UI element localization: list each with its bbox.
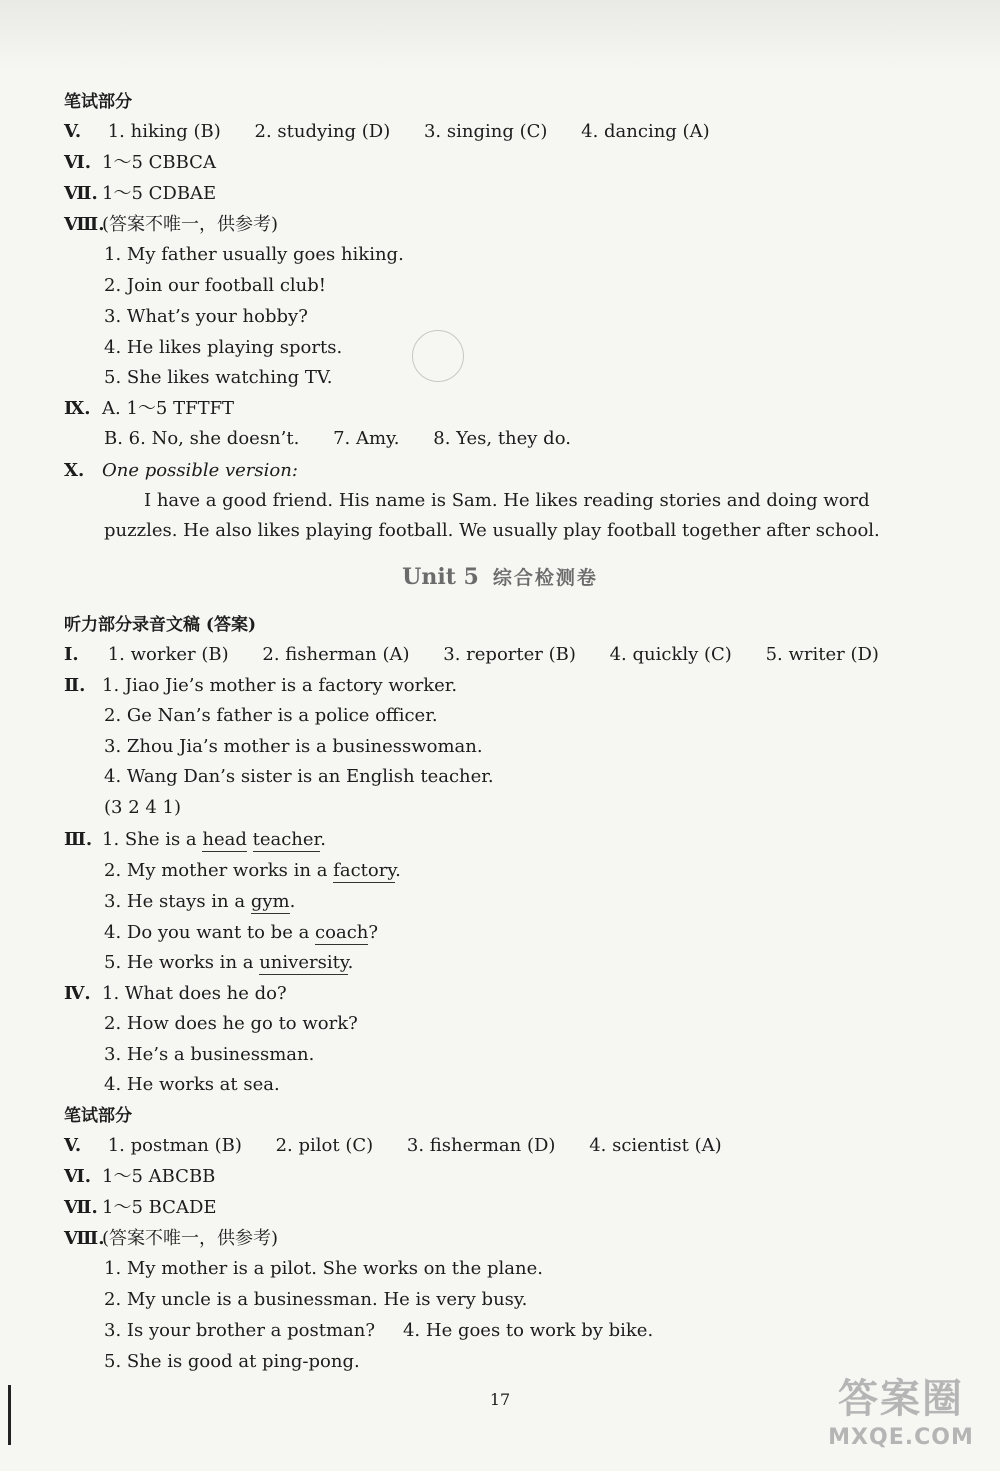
section-label: Ⅲ. [64, 829, 93, 850]
filled-word: university [259, 952, 348, 973]
section-iv-row [64, 983, 287, 1005]
sentence: 3. What’s your hobby? [104, 306, 308, 327]
written-section-header: 笔试部分 [64, 1106, 132, 1126]
sentence: 4. He goes to work by bike. [402, 1320, 654, 1341]
section-label: V. [64, 1135, 82, 1156]
sentence-text: 4. Do you want to be a [104, 922, 316, 943]
answer: 1～5 BCADE [102, 1197, 217, 1218]
section-ii-row [64, 675, 457, 697]
answer: 5. writer (D) [765, 644, 879, 665]
watermark-title: 答案圈 [838, 1376, 964, 1422]
listening-section-header: 听力部分录音文稿 (答案) [64, 615, 257, 635]
answer: 1. postman (B) [107, 1135, 242, 1156]
sentence: 1. Jiao Jie’s mother is a factory worker. [102, 675, 458, 696]
section-label: Ⅶ. [64, 1197, 98, 1218]
sentence-text: 5. He works in a [104, 952, 260, 973]
sentence: 4. He likes playing sports. [104, 337, 343, 358]
fill-sentence [104, 860, 401, 882]
section-label: Ⅰ. [64, 644, 79, 665]
essay-line: puzzles. He also likes playing football. We usually play football together after school. [104, 520, 880, 541]
section-v-row [64, 121, 710, 143]
sentence: 2. How does he go to work? [104, 1013, 358, 1034]
sentence: 2. Ge Nan’s father is a police officer. [104, 705, 438, 726]
section-v-row [64, 1135, 722, 1157]
filled-word: teacher [252, 829, 321, 850]
page-number: 17 [489, 1390, 511, 1409]
section-label: Ⅸ. [64, 398, 91, 419]
answer: 2. studying (D) [254, 121, 391, 142]
section-ix-row [64, 398, 234, 420]
answer: 4. scientist (A) [589, 1135, 722, 1156]
fill-sentence [104, 922, 378, 944]
filled-word: factory [333, 860, 396, 881]
section-vii-row [64, 1197, 217, 1219]
section-vi-row [64, 1166, 215, 1188]
section-x-row [64, 460, 298, 482]
unit-subtitle: 综合检测卷 [492, 567, 598, 589]
sentence-text: . [320, 829, 326, 850]
answer: A. 1～5 TFTFT [102, 398, 235, 419]
fill-sentence [104, 891, 295, 913]
sentence-text: 2. My mother works in a [104, 860, 334, 881]
watermark-url: MXQE.COM [828, 1425, 974, 1450]
section-label: Ⅱ. [64, 675, 86, 696]
section-vii-row [64, 183, 216, 205]
sentence-text: 3. He stays in a [104, 891, 251, 912]
section-i-row [64, 644, 879, 666]
answer: B. 6. No, she doesn’t. [104, 428, 300, 449]
sentence: 5. She is good at ping-pong. [104, 1351, 360, 1372]
section-iii-row [64, 829, 326, 851]
filled-word: head [202, 829, 247, 850]
sentence-text: ? [368, 922, 379, 943]
answer: 7. Amy. [333, 428, 400, 449]
section-label: Ⅷ. [64, 214, 105, 235]
filled-word: coach [315, 922, 369, 943]
section-label: X. [64, 460, 85, 481]
fill-sentence [104, 952, 353, 974]
section-vi-row [64, 152, 216, 174]
sentence: 4. Wang Dan’s sister is an English teacher. [104, 766, 494, 787]
answer: 1. worker (B) [107, 644, 229, 665]
sentence: 1. What does he do? [102, 983, 287, 1004]
sentence-text: 1. She is a [102, 829, 203, 850]
answer: 3. singing (C) [423, 121, 548, 142]
answer: 3. reporter (B) [443, 644, 576, 665]
answer: 2. pilot (C) [275, 1135, 374, 1156]
note: One possible version: [102, 460, 298, 481]
answer: 1. hiking (B) [107, 121, 221, 142]
sentence-pair [104, 1320, 653, 1342]
answer: 4. dancing (A) [581, 121, 710, 142]
answer: 1～5 CDBAE [102, 183, 217, 204]
unit-name: Unit 5 [402, 564, 479, 590]
note: (答案不唯一，供参考) [102, 214, 279, 235]
scan-shadow [0, 0, 1000, 70]
answer: 8. Yes, they do. [433, 428, 571, 449]
section-ix-b-row [104, 428, 571, 450]
answer: 3. fisherman (D) [406, 1135, 556, 1156]
note: (答案不唯一，供参考) [102, 1228, 279, 1249]
sentence: 3. Is your brother a postman? [104, 1320, 375, 1341]
answer: 4. quickly (C) [609, 644, 732, 665]
written-section-header: 笔试部分 [64, 92, 132, 112]
section-label: Ⅵ. [64, 1166, 91, 1187]
section-label: Ⅶ. [64, 183, 98, 204]
scan-edge-mark [8, 1385, 11, 1445]
sentence: 4. He works at sea. [104, 1074, 280, 1095]
sentence-text: . [395, 860, 401, 881]
section-label: Ⅷ. [64, 1228, 105, 1249]
answer: 1～5 ABCBB [102, 1166, 216, 1187]
section-label: Ⅳ. [64, 983, 91, 1004]
sentence: 3. He’s a businessman. [104, 1044, 315, 1065]
section-label: Ⅵ. [64, 152, 91, 173]
unit-title [0, 563, 1000, 590]
answer: 1～5 CBBCA [102, 152, 216, 173]
sentence: 3. Zhou Jia’s mother is a businesswoman. [104, 736, 483, 757]
sentence-text: . [289, 891, 296, 912]
section-viii-row [64, 1228, 278, 1250]
sentence-text: . [347, 952, 354, 973]
sentence: 5. She likes watching TV. [104, 367, 333, 388]
section-viii-row [64, 214, 278, 236]
answer: 2. fisherman (A) [262, 644, 410, 665]
sentence: 2. Join our football club! [104, 275, 327, 296]
stamp-mark [412, 330, 464, 382]
filled-word: gym [250, 891, 290, 912]
section-label: V. [64, 121, 82, 142]
watermark-logo [816, 1373, 986, 1463]
essay-line: I have a good friend. His name is Sam. He likes reading stories and doing word [144, 490, 870, 511]
sentence: 2. My uncle is a businessman. He is very busy. [104, 1289, 528, 1310]
order-answer: (3 2 4 1) [104, 797, 182, 818]
sentence: 1. My mother is a pilot. She works on the plane. [104, 1258, 543, 1279]
sentence: 1. My father usually goes hiking. [104, 244, 404, 265]
